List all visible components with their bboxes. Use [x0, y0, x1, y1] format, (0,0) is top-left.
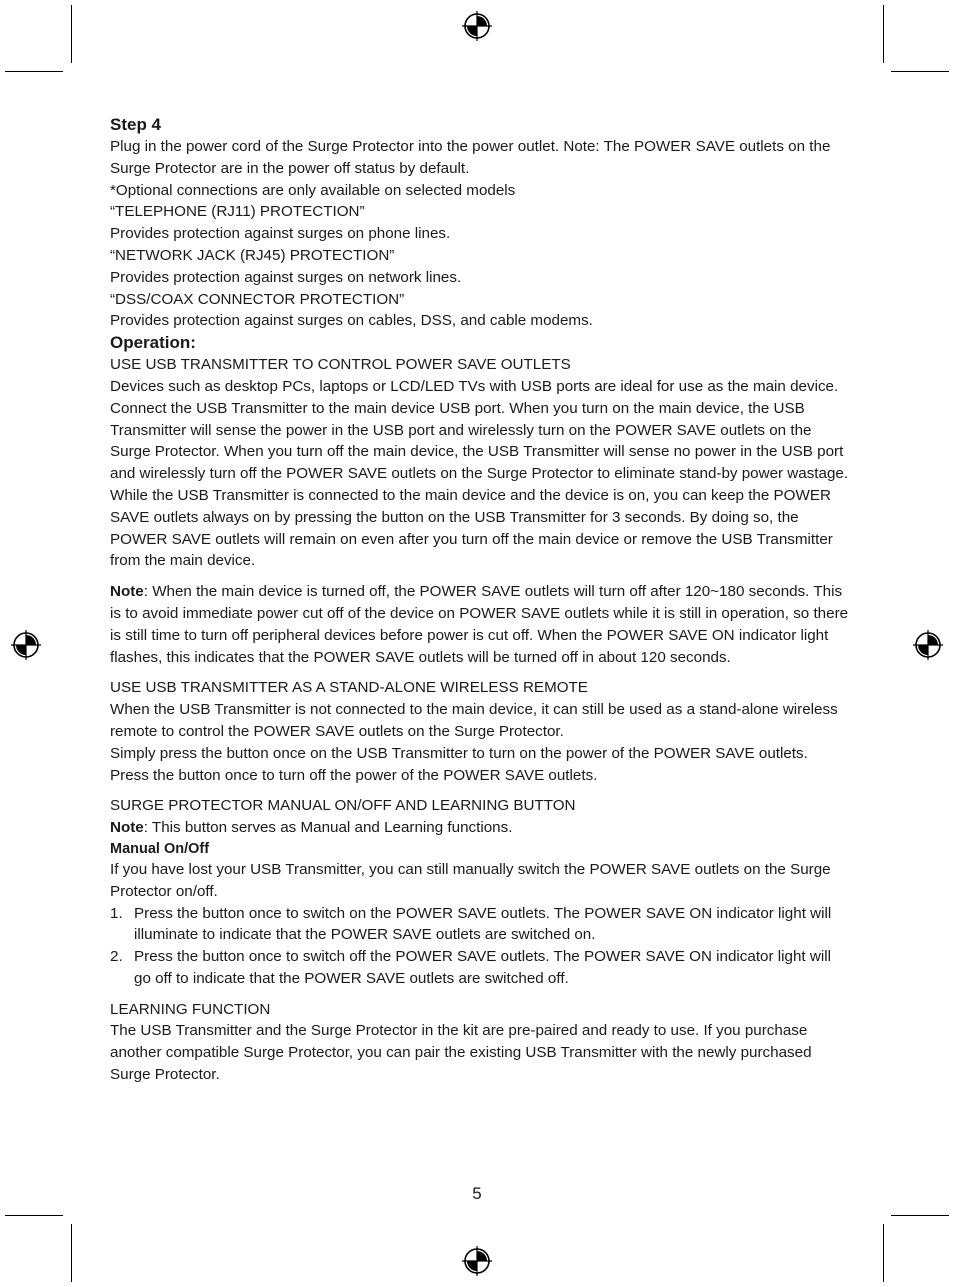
step4-line: Provides protection against surges on cables, DSS, and cable modems. — [110, 312, 593, 330]
list-number: 1. — [110, 904, 123, 922]
registration-mark-icon — [461, 10, 493, 42]
list-text: Press the button once to switch off the POWER SAVE outlets. The POWER SAVE ON indicator light will go off to indicate that the POWER SAVE outlets are switched off. — [134, 948, 831, 987]
button-title: SURGE PROTECTOR MANUAL ON/OFF AND LEARNING BUTTON — [110, 797, 576, 815]
step4-line: “DSS/COAX CONNECTOR PROTECTION” — [110, 290, 405, 308]
button-note — [110, 817, 850, 839]
list-text: Press the button once to switch on the POWER SAVE outlets. The POWER SAVE ON indicator light will illuminate to indicate that the POWER SAVE outlets are switched on. — [134, 904, 832, 944]
crop-mark-top-left-vertical — [71, 5, 72, 63]
list-number: 2. — [110, 948, 123, 966]
manual-page-content — [110, 114, 850, 1086]
manual-steps-list — [110, 903, 850, 990]
learning-paragraph: The USB Transmitter and the Surge Protector in the kit are pre-paired and ready to use. If you purchase another compatible Surge Protector, you can pair the existing USB Transmitter with the newly purchased Surge Protector. — [110, 1022, 812, 1084]
standalone-paragraph: Simply press the button once on the USB Transmitter to turn on the power of the POWER SAVE outlets. Press the button once to turn off the power of the POWER SAVE outlets. — [110, 744, 808, 784]
registration-mark-icon — [912, 629, 944, 661]
crop-mark-top-right-horizontal — [891, 71, 949, 72]
standalone-paragraph: When the USB Transmitter is not connected to the main device, it can still be used as a stand-alone wireless remote to control the POWER SAVE outlets on the Surge Protector. — [110, 701, 838, 740]
page-number: 5 — [472, 1184, 482, 1203]
usb-control-title: USE USB TRANSMITTER TO CONTROL POWER SAVE OUTLETS — [110, 356, 571, 374]
registration-mark-icon — [461, 1245, 493, 1277]
operation-heading: Operation: — [110, 333, 196, 353]
step4-line: “TELEPHONE (RJ11) PROTECTION” — [110, 203, 365, 221]
step4-line: Provides protection against surges on network lines. — [110, 268, 462, 286]
registration-mark-icon — [10, 629, 42, 661]
note-label: Note — [110, 819, 144, 837]
step4-line: “NETWORK JACK (RJ45) PROTECTION” — [110, 246, 395, 264]
list-item — [110, 903, 850, 947]
note-text: : When the main device is turned off, the POWER SAVE outlets will turn off after 120~180 seconds. This is to avoid immediate power cut off of the device on POWER SAVE outlets while it is still in operation, so there is still time to turn off peripheral devices before power is cut off. When the POWER SAVE ON indicator light flashes, this indicates that the POWER SAVE outlets will be turned off in about 120 seconds. — [110, 583, 849, 666]
crop-mark-top-right-vertical — [883, 5, 884, 63]
crop-mark-bottom-left-vertical — [71, 1224, 72, 1282]
note-paragraph — [110, 581, 850, 668]
manual-onoff-heading: Manual On/Off — [110, 840, 210, 857]
crop-mark-bottom-right-vertical — [883, 1224, 884, 1282]
step4-line: Plug in the power cord of the Surge Protector into the power outlet. Note: The POWER SAVE outlets on the Surge Protector are in the power off status by default. — [110, 138, 831, 177]
list-item — [110, 946, 850, 990]
crop-mark-bottom-right-horizontal — [891, 1215, 949, 1216]
step4-line: Provides protection against surges on phone lines. — [110, 225, 451, 243]
usb-control-paragraph: Devices such as desktop PCs, laptops or LCD/LED TVs with USB ports are ideal for use as the main device. Connect the USB Transmitter to the main device USB port. When you turn on the main device, the USB Transmitter will sense the power in the USB port and wirelessly turn on the POWER SAVE outlets on the Surge Protector. When you turn off the main device, the USB Transmitter will sense no power in the USB port and wirelessly turn off the POWER SAVE outlets on the Surge Protector to eliminate stand-by power wastage. — [110, 377, 849, 483]
usb-control-paragraph: While the USB Transmitter is connected to the main device and the device is on, you can keep the POWER SAVE outlets always on by pressing the button on the USB Transmitter for 3 seconds. By doing so, the POWER SAVE outlets will remain on even after you turn off the main device or remove the USB Transmitter from the main device. — [110, 486, 833, 570]
note-text: : This button serves as Manual and Learning functions. — [143, 819, 513, 837]
step4-line: *Optional connections are only available on selected models — [110, 181, 516, 199]
manual-intro: If you have lost your USB Transmitter, you can still manually switch the POWER SAVE outlets on the Surge Protector on/off. — [110, 860, 831, 900]
crop-mark-top-left-horizontal — [5, 71, 63, 72]
learning-title: LEARNING FUNCTION — [110, 1000, 271, 1018]
standalone-title: USE USB TRANSMITTER AS A STAND-ALONE WIRELESS REMOTE — [110, 679, 588, 697]
note-label: Note — [110, 583, 144, 601]
step4-heading: Step 4 — [110, 115, 162, 134]
crop-mark-bottom-left-horizontal — [5, 1215, 63, 1216]
